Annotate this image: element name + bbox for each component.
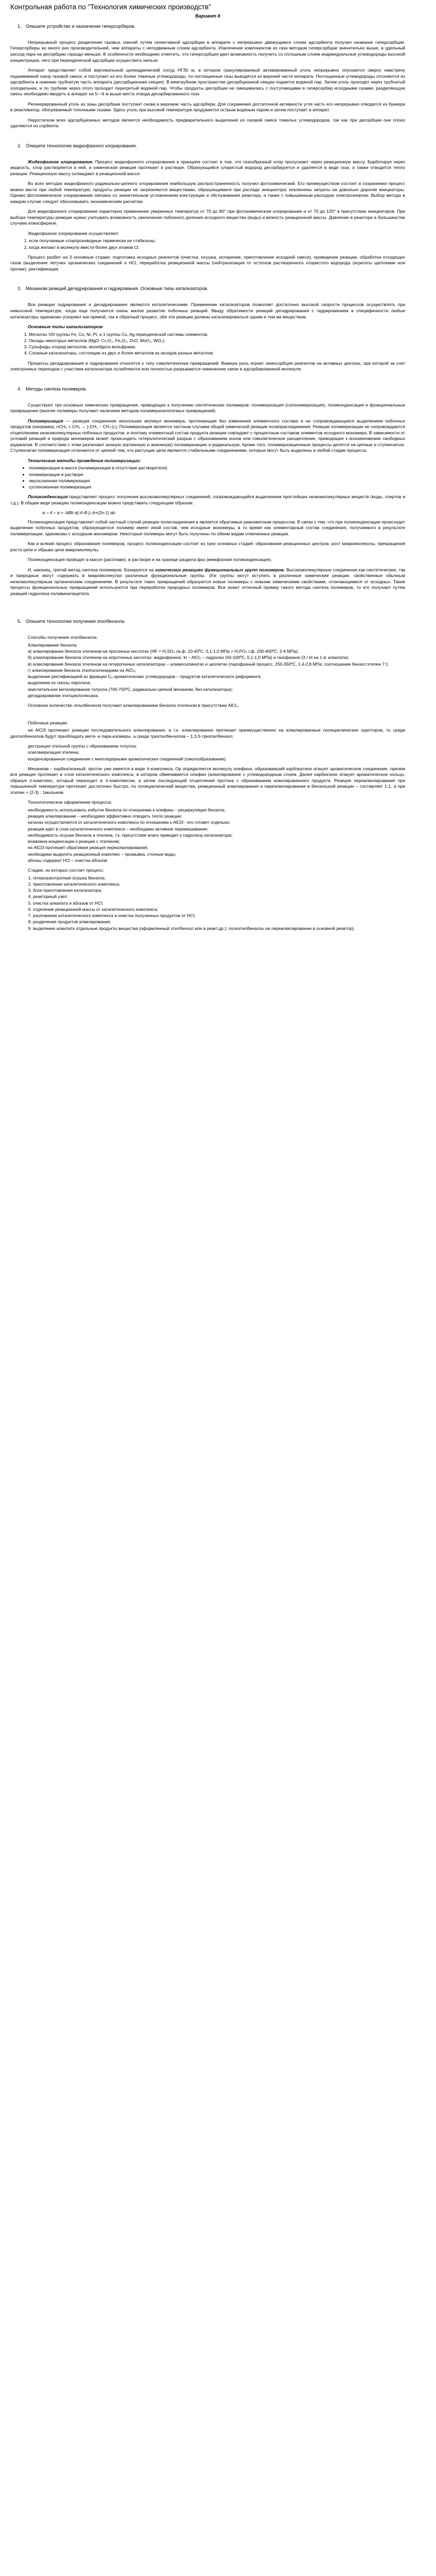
q5-side-reactions-list: [10, 743, 405, 762]
list-item: • эмульсионная полимеризация: [29, 478, 405, 484]
list-item: 1. Металлы VIII группы Fe, Co, Ni, Pt, и 1 группы Cu, Ag периодической системы элементов;: [29, 332, 405, 337]
q2-conditions-list: [10, 238, 405, 250]
list-item: 2. приготовление каталитического комплекса;: [33, 882, 405, 887]
list-item: конденсированное соединение с многоядерными ароматических соединений (смолообразование).: [28, 756, 227, 761]
q5-stages-list: [10, 875, 405, 931]
list-item: 4. реакторный узел;: [33, 894, 405, 900]
list-item: необходимость использовать избыток бензола по отношению к олефину – рециркуляция бензола;: [28, 807, 225, 812]
list-item: 3. блок приготовления катализатора;: [33, 888, 405, 893]
list-item: 1. гетероазеотропная осушка бензола;: [33, 875, 405, 881]
list-item: реакция идет в слое каталитического комплекса – необходимо активное перемешивание;: [28, 826, 208, 832]
list-item: каталаз осуществляется от каталитического комплекса по отношению к AlCl3 - его готовят отдельно;: [28, 820, 231, 825]
list-item: в) алкилирование бензола этиленом на гетерогенных катализаторах – алюмосиликатах и цеолитах (парофазный процесс, 250-350ºC, 1,4-2,8 МПа; соотношение бензол:этилен 7:1: [28, 661, 389, 667]
q5-paragraph: Побочные реакции:: [28, 720, 68, 725]
q3-paragraph: Процессы дегидрирования и гидрирования относятся к типу гомолитических превращений. Важную роль играет хемосорбция реагентов на активных центрах, при которой за счет электронных переходов с участием катализатора ослабляются или полностью разрываются химические связи в адсорбированной молекуле.: [10, 360, 405, 372]
q3-paragraph: Все реакции гидрирования и дегидрирования являются каталитическими. Применение катализаторов позволяет достаточно высокой скорости процессов осуществлять при невысокой температуре, когда еще получается очень малое развитие побочных реакций. Ввиду обратимости реакций дегидрирования с гидрированием в специфичности любые катализаторы одинаково ускоряют как прямой, так и обратный процесс, обе эти реакции должны катализироваться одним и тем же веществом.: [10, 302, 405, 319]
list-item: деструкция этильной группы с образованием толуола;: [28, 743, 137, 749]
q4-methods-list: [10, 465, 405, 490]
q3-types-title: Основные типы катализаторов:: [28, 324, 104, 330]
document-title: Контрольная работа по "Технология химических производств": [10, 3, 211, 11]
q2-subtitle: Жидкофазное хлорирование осуществляют:: [28, 230, 120, 236]
list-item: выделение ректификацией из фракции C₈ ароматических углеводородов – продуктов каталитического риформинга;: [28, 674, 262, 680]
q5-process-features-list: [10, 807, 405, 863]
q4-paragraph: И, наконец, третий метод синтеза полимеров. Базируется на химических реакциях функциональных групп полимеров. Высокомолекулярные соединения как синтетические, так и природные могут содержать в макромолекулах различные функциональные группы. Эти группы могут вступать в различные химические реакции, свойственные обычным низкомолекулярным органическим соединениям. В результате таких превращений образуются новые полимеры с новыми химическими свойствами, отличающимися от исходных. Такие процессы функциональных превращений используются при переработке природных полимеров. Все знают отличный пример такого метода синтеза полимеров, то его получают путем реакций гидролиза поливинилацетата.: [10, 567, 405, 596]
q2-paragraph: Для жидкофазного хлорирования характерно применение умеренных температур от 70 до 80° при фотохимическом хлорировании и от 70 до 120° в присутствии инициаторов. При выборе температуры реакции нужно учитывать возможность увеличения побочного деления исходного вещества (воды) и вязкость реакционной массы. Давление в реакторе в большинстве случаев атмосферное.: [10, 209, 405, 226]
q5-paragraph: Механизм – карбкатионный: протон уже имеется в виде π-комплекса, Ор определяется молекулу олефина, образовавший карбокатион атакует ароматическое соединение, причем вся реакция протекает в слое каталитического комплекса, в котором обменивается олефин (алкилирование с углеводородным слоем. Далее карбкатион атакует ароматическое кольцо, образуя σ-комплекс, который переходит в π-комплексом, а затем последующий отщепления протона с образованием алкилированного продукта. Реакция переалкилирования при повышенной температуре протекает достаточно быстро, по полициклический вещества, реакционный алкилирования и переалкилирования в бензольной реакции – составляет 1:1, а при этилен = (2-3) : 1мольном.: [10, 766, 405, 795]
list-item: необходимость осушки бензола и этилена, т.к. присутствие влаги приводит к гидролизу катализатора;: [28, 832, 233, 838]
question-5-title: 5. Опишите технологию получения этилбензола.: [18, 619, 126, 624]
list-item: а) алкилирование бензола этиленом на протонных кислотах (HF > H₂SO₄ (ж.ф. 10-40ºC, 0,1-1,0 МПа > H₃PO₄ г.ф. 200-400ºC, 2-6 МПа);: [28, 649, 299, 654]
list-item: реакция алкилирование – необходимо эффективно отводить тепло реакции;: [28, 814, 182, 819]
q4-paragraph: Поликонденсация проводят в массе (расплаве), в растворе и на границе раздела фаз (межфазная поликонденсация).: [28, 557, 272, 563]
list-item: г) алкилирование бензола этилгалогенидами на AlCl₃;: [28, 667, 136, 673]
q1-paragraph: Аппарат представляет собой вертикальный цилиндрический сосуд НГЗ0 м, в котором гранулированный активированный уголь непрерывно опускается сверху навстречу поднимаемой снизу газовой смеси, и поступает из его более тяжелые углеводороды, по поглощенные газы выводятся из верхней части аппарата. Поглощенные углеводороды отгоняются из адсорбента в нижнюю трубчатую часть аппарата (десорбционная секция). В межтрубном пространстве десорбционной секции подается водяной пар. Затем уголь проходит через трубчатый холодильник, и по трубкам через этого проходит перегретый водяной пар. Чтобы продукты десорбции не смешивались с поступающими в гиперсорбер исходными газами, разделяющую смесь необходимо вводить в аппарат на 5—6 м выше места отвода десорбированного газа.: [10, 67, 405, 97]
q1-paragraph: Недостатком всех адсорбционных методов является необходимость предварительного выделения из газовой смеси тяжелых углеводородов, так как при десорбции они плохо удаляются из сорбента.: [10, 117, 405, 129]
list-item: • полимеризация в массе (полимеризация в отсутствие растворителя): [29, 465, 405, 471]
q4-paragraph: Существуют три основных химических превращения, приводящих к получению синтетических полимеров: полимеризация (сополимеризация), поликонденсация и функциональные превращения (многие полимеры получают наличием методом полимераналогичных превращений).: [10, 402, 405, 414]
variant-label: Вариант 8: [195, 13, 220, 19]
q4-methods-title: Технические методы проведения полимеризации:: [28, 457, 141, 463]
q5-paragraph: Стадии, из которых состоит процесс:: [28, 868, 104, 873]
list-item: окислительное метилирование толуола (700-750ºC, радикально-цепной механизм, без катализатора);: [28, 686, 233, 692]
q1-paragraph: Регенерированный уголь из зоны десорбции поступает снова в верхнюю часть адсорбера. Для сохранения достаточной активности угля часть его непрерывно отводится из бункера в реактиватор, обогреваемый топочными газами. Здесь уголь при высокой температуре продувается острым водяным паром и затем поступает в аппарат.: [10, 101, 405, 113]
list-item: 6. отделение реакционной массы от каталитического комплекса;: [33, 907, 405, 912]
q2-paragraph: Жидкофазное хлорирование. Процесс жидкофазного хлорирования в принципе состоит в том, что газообразный хлор пропускают через реакционную массу. Барботируя через жидкость, хлор растворяется в ней, и химическая реакция протекает в растворе. Образующийся хлористый водород десорбируется и удаляется в виде газа, а также отводится тепло реакции. Реакционную массу охлаждают в реакционной массе.: [10, 159, 405, 176]
q4-paragraph: Поликонденсация представляет процесс получения высокомолекулярных соединений, сопровождающийся выделением простейших низкомолекулярных веществ (воды, спиртов и т.д.). В общем виде реакцию поликонденсации можно представить следующим образом:: [10, 494, 405, 505]
document-page: [0, 0, 415, 941]
list-item: 2. Оксиды некоторых металлов (MgO, Cr₂O₃, Fe₂O₃, ZnO, MoO₃, WO₃);: [29, 338, 405, 344]
list-item: 8. разделение продуктов алкилирования;: [33, 919, 405, 925]
q5-paragraph: Основное количество этилбензола получают алкилированием бензола этиленом в присутствии AlCl₃.: [28, 703, 239, 708]
list-item: возможна конденсации к реакции с этиленом;: [28, 839, 120, 844]
q4-paragraph: Полимеризация — реакция соединения нескольких молекул мономера, протекающая без изменения элементного состава и не сопровождающаяся выделением побочных продуктов (например, nCH₂ = CH₂ → [-CH₂ – CH₂-]ₙ). Полимеризация является частным случаем общей химической реакции полиприсоединения. Реакции полимеризации не сопровождаются отщеплением низкомолекулярных побочных продуктов, и поэтому элементный состав продукта реакции совпадает с процентным составом элементов исходного мономера. В зависимости от условий реакций и природа мономеров может происходить гетеролитический разрыв с образованием ионов или гомолитическое расщепление, приводящее к возникновению свободных радикалов. В соответствии с этим различают ионную (катионную и анионную) полимеризацию и радикальную. Кроме того, полимеризационные процессы делятся на цепные и ступенчатые. Ступенчатая полимеризация отличается от цепной тем, что растущие цепи являются стабильными соединениями, которые могут быть выделены в любой стадии процесса.: [10, 418, 405, 453]
list-item: дегидрирование этилциклогексана.: [28, 692, 99, 698]
list-item: необходимо выделять реакционный комплекс – промывка, сточные воды;: [28, 851, 177, 857]
question-3-title: 3. Механизм реакций дегидрирования и гидрирования. Основные типы катализаторов.: [18, 286, 208, 292]
q5-paragraph: Технологическое оформление процесса:: [28, 800, 112, 805]
question-1-title: 1. Опишите устройство и назначение гиперсорберов.: [18, 23, 136, 29]
q4-paragraph: Поликонденсация представляет собой частный случай реакции полисоединения в является обратимые равновесным процессом. В связи с тем, что при поликонденсации происходит выделение побочных продуктов, образующегося полимер имеет иной состав, чем исходные мономеры, в то время как элементарный состав соединения, получаемого в результате полимеризации, одинаковы с исходным мономером. Некоторые полимеры могут быть получены по обеим видам отмеченных реакции.: [10, 519, 405, 536]
list-item: 7. разложение каталитического комплекса и очистка полученных продуктов от HCl;: [33, 913, 405, 919]
list-item: 9. выделение алкилата отдельные продукты вещества (оформленный этилбензол или в реакт.др.); полиэтилбензолы на переалкилирование в основной реактор).: [33, 926, 405, 931]
list-item: • суспензионная полимеризация: [29, 484, 405, 490]
list-item: 3. Сульфиды хлорид металлов, молибдата вольфрама;: [29, 344, 405, 350]
question-2-title: 2. Опишите технологию жидкофазного хлорирования.: [18, 143, 137, 148]
q1-paragraph: Непрерывный процесс разделения газовых смесей путем селективной адсорбции в аппарате с непрерывно движущимся слоем адсорбента получил название гиперсорбции. Гиперсорберы во много раз производительней, чем аппараты с неподвижным слоем адсорбента. Извлечение компонентов из газа методом гиперсорбции значительно выше, а удельный расход пара на десорбцию гораздо меньше. В особенности необходимо отметить, что гиперсорбция дает возможность получить со сплошным слоем индивидуальные углеводороды высокой концентрации, чего при периодической адсорбции осуществить нельзя.: [10, 39, 405, 63]
question-4-title: 4. Методы синтеза полимеров.: [18, 386, 87, 392]
list-item: 1. если получаемые хлорпроизводные термически не стабильны;: [29, 238, 405, 244]
list-item: • полимеризация в растворе: [29, 472, 405, 478]
q5-paragraph: на AlCl3 протекают реакции последовательного алкилирования, а т.к. алкилирование протекает преимущественно на алкилированные полициклических оцепторов, то среди диэтилбензолов будут преобладать мета- и пара-изомеры, а среди триэтилбензолов – 1,3,5-триэтилбензол;: [10, 727, 405, 739]
polycondensation-formula: -a – A – a + -bBb a[-A-B-]ₙ-b+(2n-1) ab: [41, 510, 115, 516]
list-item: выделение из смолы пиролиза;: [28, 680, 91, 686]
list-item: Алкилирование бензола: [28, 642, 77, 648]
list-item: на AlCl3 протекает обратимая реакция переалкилирования;: [28, 845, 148, 851]
list-item: абгазы содержат HCl – очистка абгазов.: [28, 857, 108, 863]
q5-paragraph: Способы получения этилбензола:: [28, 635, 98, 640]
list-item: 2. когда желают в молекулу ввести более двух атомов Cl.: [29, 245, 405, 250]
q2-paragraph: Во всех методах жидкофазного радикально-цепного хлорирования наибольшую распространенность получил фотохимический. Его преимуществом состоит в сохранении процесс можно вести при любой температуре; продукты реакции не загрязняются веществами, образующимися при распаде инициатора; исключены затраты на довольно дорогие инициаторы. Однако фотохимическое хлорирование связано со значительным усложнением конструкции и обслуживания реактора, а также с повышенным расходом электроэнергии. Выбор метода в каждом случае следует обосновывать экономическим расчетом.: [10, 181, 405, 204]
list-item: б) алкилирование бензола этиленом на апротонных кислотах: жидкофазное, kt – AlCl₃ – гидролиз (50-100ºC, 0,1-1,0 МПа) и газофазное (3 г kt на 1 кг алкилата);: [28, 655, 349, 660]
q5-methods-list: [10, 642, 405, 699]
q2-paragraph: Процесс разбит на 3 основные стадии: подготовка исходных реагентов (очистка, осушка, испарение, приготовление исходной смеси), проведение реакции, обработка отходящих газов (выделение летучих органических соединений и HCl, переработка реакционной массы (нейтрализация от остатков растворенного хлористого водорода (агрегаты щелочами или прочие), ректификация.: [10, 254, 405, 272]
list-item: 5. очистка алкилата и абгазов от HCl;: [33, 901, 405, 906]
q3-catalyst-types-list: [10, 332, 405, 357]
q4-paragraph: Как и всякий процесс образования полимеров, процесс поликонденсации состоит из трех основных стадий: образования реакционных центров, рост макромолекулы, прекращения роста цепи и обрыва цепи макромолекулы.: [10, 541, 405, 552]
list-item: 4. Сложные катализаторы, состоящие из двух и более металлов из оксидов разных металлов.: [29, 350, 405, 356]
list-item: олигомеризация этилена;: [28, 750, 79, 755]
